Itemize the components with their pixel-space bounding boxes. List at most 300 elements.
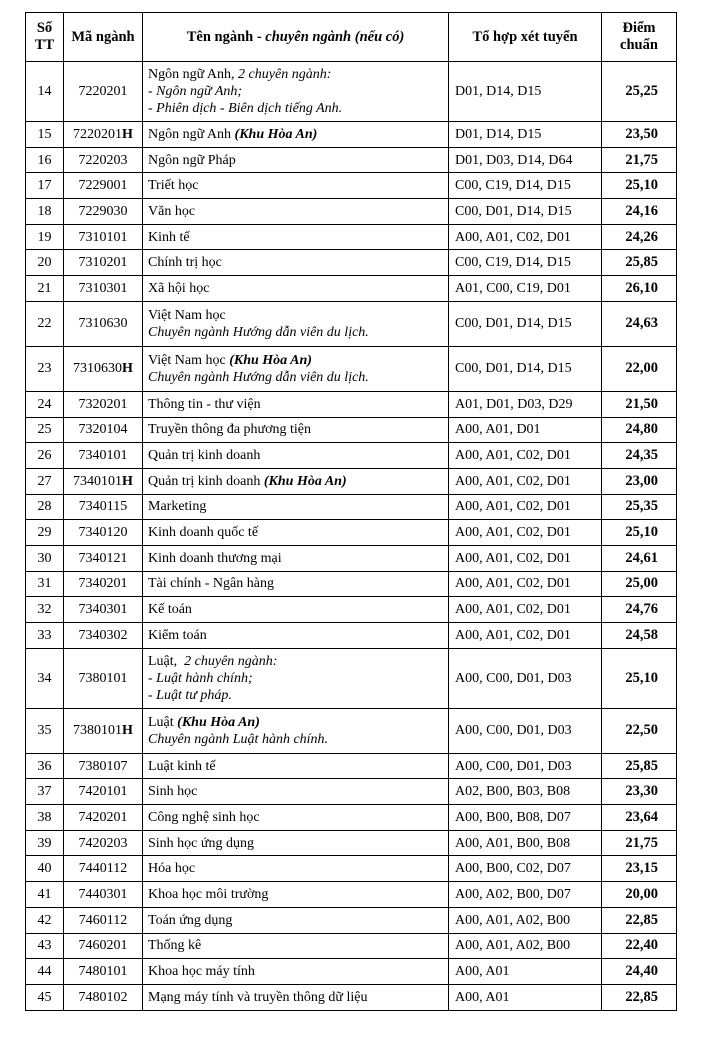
cell-stt: 38 [26,805,64,831]
cell-combos: D01, D14, D15 [449,122,602,148]
major-title-line [148,152,444,169]
major-name: Ngôn ngữ Anh, [148,67,235,82]
cell-stt: 31 [26,571,64,597]
specialization-line: - Luật hành chính; [148,670,253,686]
cell-score: 26,10 [602,276,677,302]
code-suffix: H [122,723,133,739]
cell-name [143,173,449,199]
major-name: Kinh tế [148,229,190,245]
cell-score: 25,25 [602,62,677,122]
major-name: Khoa học máy tính [148,964,255,980]
cell-name [143,199,449,225]
major-name: Xã hội học [148,280,210,296]
cell-code [64,856,143,882]
cell-score: 21,75 [602,830,677,856]
specialization-line: - Ngôn ngữ Anh; [148,84,243,99]
campus-tag: (Khu Hòa An) [229,352,312,368]
cell-combos: A00, C00, D01, D03 [449,753,602,779]
cell-combos: A00, B00, B08, D07 [449,805,602,831]
cell-stt: 16 [26,147,64,173]
cell-stt: 33 [26,623,64,649]
code-number: 7340301 [78,602,128,618]
cell-score: 25,85 [602,250,677,276]
code-number: 7440301 [78,886,128,902]
cell-code [64,623,143,649]
major-title-line [148,989,444,1006]
cell-score: 24,63 [602,301,677,346]
table-row [26,984,677,1010]
major-name: Luật [148,714,178,730]
cell-stt: 21 [26,276,64,302]
cell-stt: 30 [26,545,64,571]
major-name: Mạng máy tính và truyền thông dữ liệu [148,989,368,1005]
cell-stt: 35 [26,708,64,753]
major-name: Kinh doanh quốc tế [148,525,259,541]
cell-code [64,417,143,443]
table-row [26,520,677,546]
cell-combos: A00, C00, D01, D03 [449,708,602,753]
header-score: Điểm chuẩn [602,13,677,62]
major-name: Quản trị kinh doanh [148,473,264,489]
major-name: Việt Nam học [148,307,226,323]
cell-name [143,708,449,753]
cell-score: 23,15 [602,856,677,882]
header-code: Mã ngành [64,13,143,62]
cell-combos: D01, D03, D14, D64 [449,147,602,173]
cell-stt: 27 [26,468,64,494]
major-title-line [148,809,444,826]
cell-score: 20,00 [602,882,677,908]
cell-score: 23,30 [602,779,677,805]
code-suffix: H [122,126,133,142]
cell-stt: 15 [26,122,64,148]
cell-code [64,443,143,469]
cell-combos: A00, A01 [449,959,602,985]
cell-name [143,520,449,546]
cell-stt: 34 [26,648,64,708]
major-title-line [148,203,444,220]
header-name-main: Tên ngành - [186,28,266,45]
code-number: 7310201 [78,255,128,271]
code-number: 7460112 [78,912,128,928]
code-number: 7420203 [78,835,128,851]
table-row [26,276,677,302]
cell-code [64,648,143,708]
table-row [26,708,677,753]
major-name: Ngôn ngữ Anh [148,126,235,142]
cell-score: 25,10 [602,648,677,708]
cell-code [64,545,143,571]
cell-combos: A00, A01, C02, D01 [449,494,602,520]
code-number: 7420201 [78,809,128,825]
cell-code [64,346,143,391]
table-row [26,147,677,173]
cell-stt: 23 [26,346,64,391]
code-suffix: H [122,361,133,377]
cell-score: 24,26 [602,224,677,250]
cell-stt: 29 [26,520,64,546]
cell-code [64,520,143,546]
cell-name [143,597,449,623]
cell-code [64,779,143,805]
cell-combos: A00, A01, D01 [449,417,602,443]
cell-combos: A00, A01, C02, D01 [449,520,602,546]
cell-name [143,147,449,173]
major-title-line [148,653,444,670]
cell-name [143,250,449,276]
code-number: 7420101 [78,784,128,800]
major-name: Luật, [148,653,178,669]
cell-score: 21,50 [602,391,677,417]
major-title-line [148,126,444,143]
cell-combos: C00, C19, D14, D15 [449,250,602,276]
cell-combos: A00, A01, C02, D01 [449,468,602,494]
major-title-line [148,714,444,731]
table-row [26,623,677,649]
cell-code [64,984,143,1010]
cell-score: 22,50 [602,708,677,753]
cell-stt: 40 [26,856,64,882]
cell-combos: A00, A01, C02, D01 [449,623,602,649]
cell-code [64,597,143,623]
major-name: Tài chính - Ngân hàng [148,576,274,592]
cell-combos: D01, D14, D15 [449,62,602,122]
code-number: 7380101 [73,723,123,739]
cell-combos: A00, A01, C02, D01 [449,571,602,597]
major-title-line [148,601,444,618]
cell-code [64,468,143,494]
code-number: 7340302 [78,627,128,643]
cell-stt: 43 [26,933,64,959]
table-row [26,346,677,391]
cell-combos: A00, A02, B00, D07 [449,882,602,908]
major-title-line [148,886,444,903]
cell-combos: A00, A01, C02, D01 [449,545,602,571]
cell-combos: A00, A01, C02, D01 [449,597,602,623]
cell-code [64,882,143,908]
table-row [26,907,677,933]
header-combos: Tổ hợp xét tuyển [449,13,602,62]
cell-code [64,959,143,985]
major-title-line [148,963,444,980]
cell-name [143,959,449,985]
cell-score: 24,40 [602,959,677,985]
cell-code [64,391,143,417]
cell-name [143,933,449,959]
specialization-count: 2 chuyên ngành: [234,67,332,82]
code-number: 7220201 [73,126,123,142]
cell-code [64,708,143,753]
cell-score: 24,61 [602,545,677,571]
code-number: 7480101 [78,964,128,980]
cell-code [64,122,143,148]
table-row [26,199,677,225]
code-number: 7340101 [78,448,128,464]
code-number: 7380101 [78,670,128,686]
cell-name [143,805,449,831]
table-row [26,933,677,959]
cell-stt: 20 [26,250,64,276]
cell-name [143,301,449,346]
major-title-line [148,421,444,438]
cell-code [64,147,143,173]
cell-combos: A00, B00, C02, D07 [449,856,602,882]
cell-name [143,545,449,571]
cell-combos: A00, A01, A02, B00 [449,907,602,933]
cell-combos: C00, C19, D14, D15 [449,173,602,199]
cell-combos: C00, D01, D14, D15 [449,301,602,346]
table-row [26,494,677,520]
major-title-line [148,307,444,324]
cell-stt: 45 [26,984,64,1010]
cell-score: 25,85 [602,753,677,779]
major-name: Sinh học [148,784,198,800]
cell-stt: 44 [26,959,64,985]
cell-combos: A00, C00, D01, D03 [449,648,602,708]
cell-stt: 25 [26,417,64,443]
header-name [143,13,449,62]
code-number: 7380107 [78,758,128,774]
cell-name [143,856,449,882]
table-row [26,830,677,856]
cell-combos: A00, A01, C02, D01 [449,443,602,469]
table-row [26,468,677,494]
cell-stt: 19 [26,224,64,250]
cell-stt: 37 [26,779,64,805]
cell-stt: 17 [26,173,64,199]
cell-name [143,443,449,469]
table-row [26,224,677,250]
major-title-line [148,473,444,490]
cell-combos: A01, C00, C19, D01 [449,276,602,302]
code-number: 7340120 [78,525,128,541]
cell-score: 25,00 [602,571,677,597]
cell-name [143,648,449,708]
major-name: Sinh học ứng dụng [148,835,254,851]
cell-combos: A00, A01, B00, B08 [449,830,602,856]
table-row [26,122,677,148]
major-name: Ngôn ngữ Pháp [148,152,236,168]
code-number: 7310301 [78,280,128,296]
major-title-line [148,498,444,515]
cell-name [143,346,449,391]
cell-name [143,276,449,302]
cell-name [143,122,449,148]
cell-stt: 14 [26,62,64,122]
cell-code [64,276,143,302]
table-body [26,62,677,1011]
table-row [26,597,677,623]
code-number: 7340101 [73,473,123,489]
table-header-row [26,13,677,62]
specialization-line: - Phiên dịch - Biên dịch tiếng Anh. [148,101,343,116]
table-row [26,753,677,779]
major-name: Truyền thông đa phương tiện [148,422,312,438]
cell-score: 22,85 [602,984,677,1010]
major-title-line [148,396,444,413]
major-title-line [148,447,444,464]
cell-combos: A00, A01, A02, B00 [449,933,602,959]
cell-combos: A02, B00, B03, B08 [449,779,602,805]
admission-scores-table [25,12,677,1011]
major-title-line [148,66,444,83]
cell-name [143,623,449,649]
cell-score: 21,75 [602,147,677,173]
cell-code [64,301,143,346]
cell-code [64,907,143,933]
cell-score: 22,40 [602,933,677,959]
major-title-line [148,912,444,929]
cell-score: 24,76 [602,597,677,623]
cell-score: 25,10 [602,173,677,199]
major-name: Kế toán [148,602,192,618]
campus-tag: (Khu Hòa An) [177,714,260,730]
cell-name [143,494,449,520]
cell-code [64,224,143,250]
cell-name [143,391,449,417]
table-row [26,959,677,985]
table-row [26,391,677,417]
cell-stt: 26 [26,443,64,469]
major-name: Công nghệ sinh học [148,809,260,825]
major-name: Thông tin - thư viện [148,396,261,412]
major-name: Văn học [148,203,196,219]
major-title-line [148,280,444,297]
major-title-line [148,627,444,644]
code-number: 7229001 [78,178,128,194]
major-title-line [148,758,444,775]
table-row [26,856,677,882]
code-number: 7310101 [78,229,128,245]
cell-score: 22,00 [602,346,677,391]
table-row [26,417,677,443]
table-row [26,779,677,805]
table-row [26,62,677,122]
code-number: 7340121 [78,550,128,566]
cell-stt: 36 [26,753,64,779]
table-row [26,571,677,597]
code-number: 7310630 [73,361,123,377]
major-name: Chính trị học [148,255,222,271]
major-name: Toán ứng dụng [148,912,233,928]
campus-tag: (Khu Hòa An) [263,473,347,489]
cell-name [143,779,449,805]
campus-tag: (Khu Hòa An) [234,126,318,142]
major-title-line [148,860,444,877]
cell-name [143,571,449,597]
cell-combos: A00, A01, C02, D01 [449,224,602,250]
cell-name [143,882,449,908]
code-number: 7340115 [78,499,128,515]
major-title-line [148,835,444,852]
cell-stt: 22 [26,301,64,346]
code-number: 7460201 [78,938,128,954]
code-number: 7220201 [78,84,128,99]
code-number: 7480102 [78,989,128,1005]
cell-name [143,468,449,494]
code-number: 7320201 [78,396,128,412]
cell-stt: 18 [26,199,64,225]
major-title-line [148,783,444,800]
cell-name [143,984,449,1010]
cell-score: 23,50 [602,122,677,148]
table-row [26,443,677,469]
cell-score: 23,64 [602,805,677,831]
cell-score: 25,10 [602,520,677,546]
major-title-line [148,550,444,567]
major-title-line [148,524,444,541]
cell-code [64,571,143,597]
cell-stt: 32 [26,597,64,623]
code-number: 7340201 [78,576,128,592]
cell-code [64,753,143,779]
cell-name [143,417,449,443]
code-number: 7220203 [78,152,128,168]
cell-combos: C00, D01, D14, D15 [449,199,602,225]
cell-score: 25,35 [602,494,677,520]
table-row [26,805,677,831]
table-row [26,301,677,346]
major-name: Kiểm toán [148,627,207,643]
cell-code [64,199,143,225]
major-title-line [148,352,444,369]
cell-score: 23,00 [602,468,677,494]
table-row [26,648,677,708]
code-number: 7320104 [78,422,128,438]
cell-code [64,62,143,122]
cell-stt: 24 [26,391,64,417]
code-number: 7310630 [78,316,128,332]
cell-combos: A01, D01, D03, D29 [449,391,602,417]
code-number: 7229030 [78,203,128,219]
specialization-line: Chuyên ngành Luật hành chính. [148,731,329,747]
cell-code [64,250,143,276]
cell-stt: 42 [26,907,64,933]
cell-name [143,753,449,779]
table-row [26,545,677,571]
major-name: Kinh doanh thương mại [148,550,282,566]
major-name: Thống kê [148,938,202,954]
major-title-line [148,937,444,954]
major-name: Triết học [148,178,199,194]
major-title-line [148,177,444,194]
major-name: Marketing [148,499,207,515]
cell-stt: 41 [26,882,64,908]
cell-name [143,62,449,122]
cell-score: 24,58 [602,623,677,649]
cell-code [64,173,143,199]
major-title-line [148,229,444,246]
major-title-line [148,254,444,271]
cell-score: 24,35 [602,443,677,469]
cell-combos: C00, D01, D14, D15 [449,346,602,391]
cell-stt: 39 [26,830,64,856]
admission-scores-document [25,12,677,1011]
major-name: Khoa học môi trường [148,886,269,902]
major-name: Luật kinh tế [148,758,216,774]
major-name: Hóa học [148,861,196,877]
specialization-line: - Luật tư pháp. [148,687,232,703]
header-name-italic: chuyên ngành (nếu có) [265,28,405,45]
header-stt: Số TT [26,13,64,62]
table-row [26,882,677,908]
cell-name [143,224,449,250]
major-title-line [148,575,444,592]
cell-code [64,805,143,831]
specialization-count: 2 chuyên ngành: [177,653,278,669]
specialization-line: Chuyên ngành Hướng dẫn viên du lịch. [148,324,369,340]
cell-name [143,907,449,933]
